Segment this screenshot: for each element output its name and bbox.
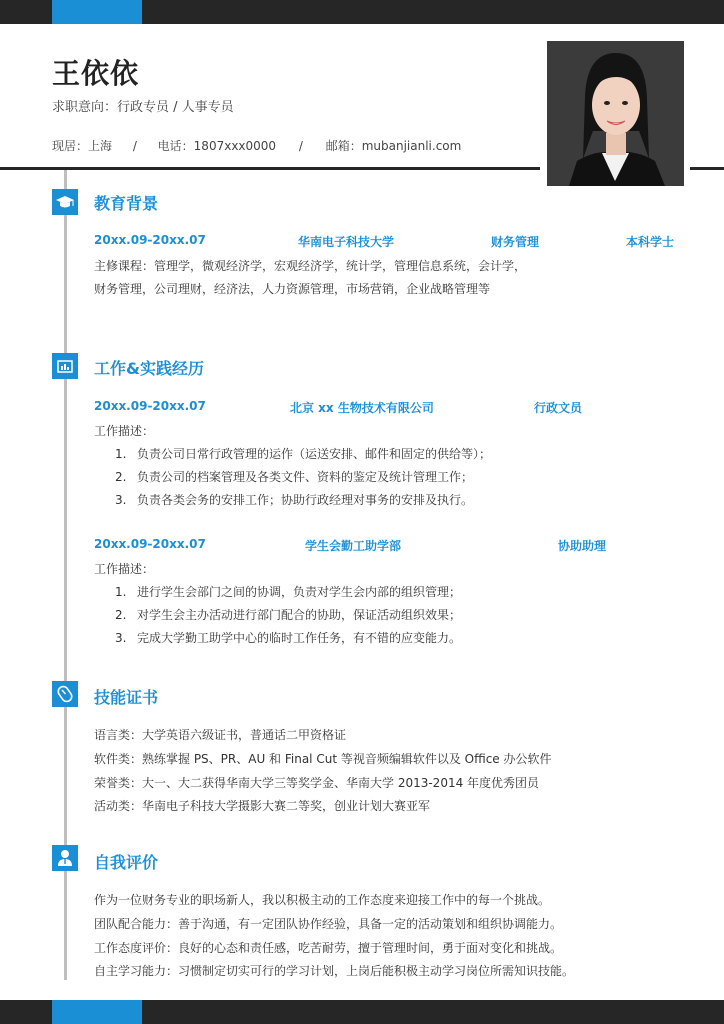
person-icon xyxy=(52,845,78,871)
edu-school: 华南电子科技大学 xyxy=(298,235,395,249)
skill-line: 语言类：大学英语六级证书，普通话二甲资格证 xyxy=(94,728,347,742)
job-duty-item xyxy=(115,629,461,646)
bottom-accent-bar xyxy=(52,1000,142,1024)
section-title-work: 工作&实践经历 xyxy=(94,359,204,378)
self-eval-line: 团队配合能力：善于沟通，有一定团队协作经验，具备一定的活动策划和组织协调能力。 xyxy=(94,917,563,931)
item-text: 完成大学勤工助学中心的临时工作任务，有不错的应变能力。 xyxy=(137,631,462,645)
job-role: 协助助理 xyxy=(558,539,607,553)
job-org: 学生会勤工助学部 xyxy=(305,539,402,553)
item-text: 负责公司的档案管理及各类文件、资料的鉴定及统计管理工作； xyxy=(137,470,474,484)
residence: 现居：上海 xyxy=(52,139,113,153)
edu-degree: 本科学士 xyxy=(626,235,675,249)
separator: / xyxy=(132,139,137,153)
email: 邮箱：mubanjianli.com xyxy=(325,139,462,153)
profile-photo xyxy=(547,41,684,186)
mouse-icon xyxy=(52,681,78,707)
chart-icon xyxy=(52,353,78,379)
job-duty-item xyxy=(115,445,491,462)
header-divider xyxy=(0,167,540,170)
graduation-cap-icon xyxy=(52,189,78,215)
self-eval-line: 工作态度评价：良好的心态和责任感，吃苦耐劳，擅于管理时间，勇于面对变化和挑战。 xyxy=(94,941,563,955)
top-accent-bar xyxy=(52,0,142,24)
item-number: 3. xyxy=(115,631,127,645)
job-duty-item xyxy=(115,491,473,508)
edu-courses-line: 主修课程：管理学，微观经济学，宏观经济学，统计学，管理信息系统，会计学， xyxy=(94,259,527,273)
item-number: 3. xyxy=(115,493,127,507)
phone: 电话：1807xxx0000 xyxy=(157,139,277,153)
job-date: 20xx.09-20xx.07 xyxy=(94,399,206,413)
job-role: 行政文员 xyxy=(534,401,583,415)
skill-line: 软件类：熟练掌握 PS、PR、AU 和 Final Cut 等视音频编辑软件以及 Office 办公软件 xyxy=(94,752,552,766)
item-number: 2. xyxy=(115,470,127,484)
job-duty-item xyxy=(115,583,461,600)
job-desc-label: 工作描述： xyxy=(94,424,155,438)
job-date: 20xx.09-20xx.07 xyxy=(94,537,206,551)
header-divider-right xyxy=(690,167,724,170)
contact-info xyxy=(52,137,461,154)
edu-date: 20xx.09-20xx.07 xyxy=(94,233,206,247)
skill-line: 活动类：华南电子科技大学摄影大赛二等奖，创业计划大赛亚军 xyxy=(94,799,431,813)
skill-line: 荣誉类：大一、大二获得华南大学三等奖学金、华南大学 2013-2014 年度优秀团员 xyxy=(94,776,540,790)
item-number: 1. xyxy=(115,447,127,461)
item-text: 负责各类会务的安排工作；协助行政经理对事务的安排及执行。 xyxy=(137,493,474,507)
edu-major: 财务管理 xyxy=(491,235,540,249)
item-number: 1. xyxy=(115,585,127,599)
item-text: 对学生会主办活动进行部门配合的协助，保证活动组织效果； xyxy=(137,608,462,622)
section-title-skills: 技能证书 xyxy=(94,688,159,707)
separator: / xyxy=(298,139,303,153)
job-duty-item xyxy=(115,468,473,485)
job-duty-item xyxy=(115,606,461,623)
job-org: 北京 xx 生物技术有限公司 xyxy=(290,401,434,415)
section-title-education: 教育背景 xyxy=(94,194,159,213)
job-desc-label: 工作描述： xyxy=(94,562,155,576)
job-intent: 求职意向：行政专员 / 人事专员 xyxy=(52,100,234,115)
self-eval-line: 作为一位财务专业的职场新人，我以积极主动的工作态度来迎接工作中的每一个挑战。 xyxy=(94,893,551,907)
item-text: 进行学生会部门之间的协调，负责对学生会内部的组织管理； xyxy=(137,585,462,599)
item-number: 2. xyxy=(115,608,127,622)
edu-courses-line: 财务管理，公司理财，经济法，人力资源管理，市场营销，企业战略管理等 xyxy=(94,282,491,296)
candidate-name: 王依依 xyxy=(52,57,140,90)
section-title-self: 自我评价 xyxy=(94,853,159,872)
self-eval-line: 自主学习能力：习惯制定切实可行的学习计划，上岗后能积极主动学习岗位所需知识技能。 xyxy=(94,964,575,978)
item-text: 负责公司日常行政管理的运作（运送安排、邮件和固定的供给等）； xyxy=(137,447,492,461)
